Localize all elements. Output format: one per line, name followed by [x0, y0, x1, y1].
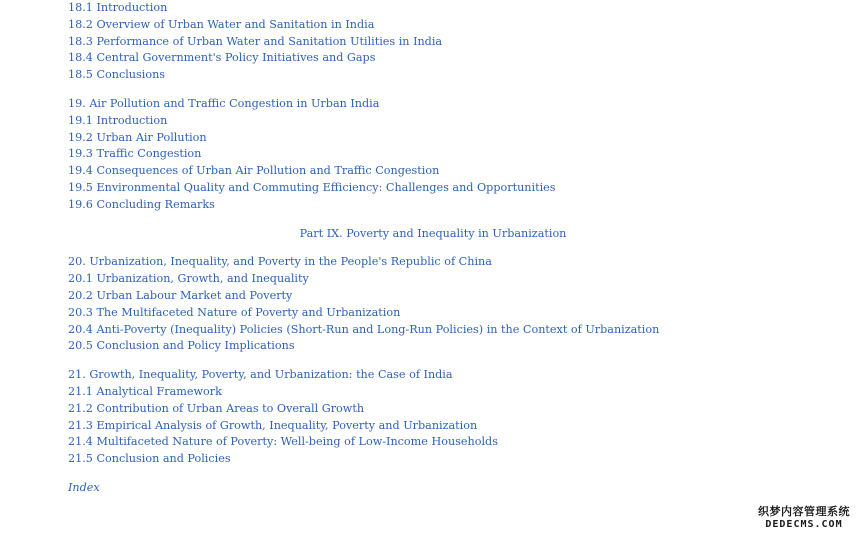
watermark-logo — [754, 505, 854, 533]
chapter-20-section — [68, 254, 828, 355]
toc-link-19-6[interactable]: 19.6 Concluding Remarks — [68, 197, 215, 211]
toc-link-chapter-21[interactable]: 21. Growth, Inequality, Poverty, and Urbanization: the Case of India — [68, 368, 453, 382]
chapter-19-section — [68, 96, 828, 214]
toc-link-18-4[interactable]: 18.4 Central Government's Policy Initiatives and Gaps — [68, 51, 376, 65]
spacer — [68, 242, 828, 254]
watermark-bottom-text: DEDECMS.COM — [765, 519, 843, 530]
toc-link-20-2[interactable]: 20.2 Urban Labour Market and Poverty — [68, 288, 293, 302]
watermark-top-text: 织梦内容管理系统 — [758, 505, 850, 518]
spacer — [68, 468, 828, 480]
toc-link-18-1[interactable]: 18.1 Introduction — [68, 1, 168, 14]
toc-link-19-1[interactable]: 19.1 Introduction — [68, 113, 168, 127]
spacer — [68, 214, 828, 226]
toc-link-19-2[interactable]: 19.2 Urban Air Pollution — [68, 130, 207, 144]
toc-link-18-3[interactable]: 18.3 Performance of Urban Water and Sanitation Utilities in India — [68, 34, 443, 48]
chapter-18-section — [68, 0, 828, 84]
toc-link-20-5[interactable]: 20.5 Conclusion and Policy Implications — [68, 339, 295, 353]
toc-link-18-2[interactable]: 18.2 Overview of Urban Water and Sanitation in India — [68, 17, 375, 31]
toc-link-21-1[interactable]: 21.1 Analytical Framework — [68, 384, 222, 398]
toc-link-20-4[interactable]: 20.4 Anti-Poverty (Inequality) Policies (Short-Run and Long-Run Policies) in the Context of Urbanization — [68, 322, 660, 336]
toc-link-21-2[interactable]: 21.2 Contribution of Urban Areas to Overall Growth — [68, 401, 365, 415]
spacer — [68, 355, 828, 367]
toc-link-19-3[interactable]: 19.3 Traffic Congestion — [68, 147, 202, 161]
toc-link-20-3[interactable]: 20.3 The Multifaceted Nature of Poverty and Urbanization — [68, 305, 401, 319]
toc-link-19-5[interactable]: 19.5 Environmental Quality and Commuting Efficiency: Challenges and Opportunities — [68, 180, 556, 194]
toc-link-18-5[interactable]: 18.5 Conclusions — [68, 68, 166, 82]
toc-link-chapter-20[interactable]: 20. Urbanization, Inequality, and Poverty in the People's Republic of China — [68, 255, 492, 269]
toc-link-chapter-19[interactable]: 19. Air Pollution and Traffic Congestion in Urban India — [68, 96, 380, 110]
toc-link-21-4[interactable]: 21.4 Multifaceted Nature of Poverty: Well-being of Low-Income Households — [68, 435, 498, 449]
chapter-21-section — [68, 367, 828, 468]
toc-link-index[interactable]: Index — [68, 480, 100, 494]
toc-link-20-1[interactable]: 20.1 Urbanization, Growth, and Inequality — [68, 272, 309, 286]
toc-link-19-4[interactable]: 19.4 Consequences of Urban Air Pollution and Traffic Congestion — [68, 164, 440, 178]
toc-link-21-3[interactable]: 21.3 Empirical Analysis of Growth, Inequality, Poverty and Urbanization — [68, 418, 478, 432]
spacer — [68, 84, 828, 96]
toc-part-heading[interactable]: Part IX. Poverty and Inequality in Urbanization — [299, 226, 567, 240]
table-of-contents — [68, 0, 828, 497]
toc-link-21-5[interactable]: 21.5 Conclusion and Policies — [68, 452, 231, 466]
